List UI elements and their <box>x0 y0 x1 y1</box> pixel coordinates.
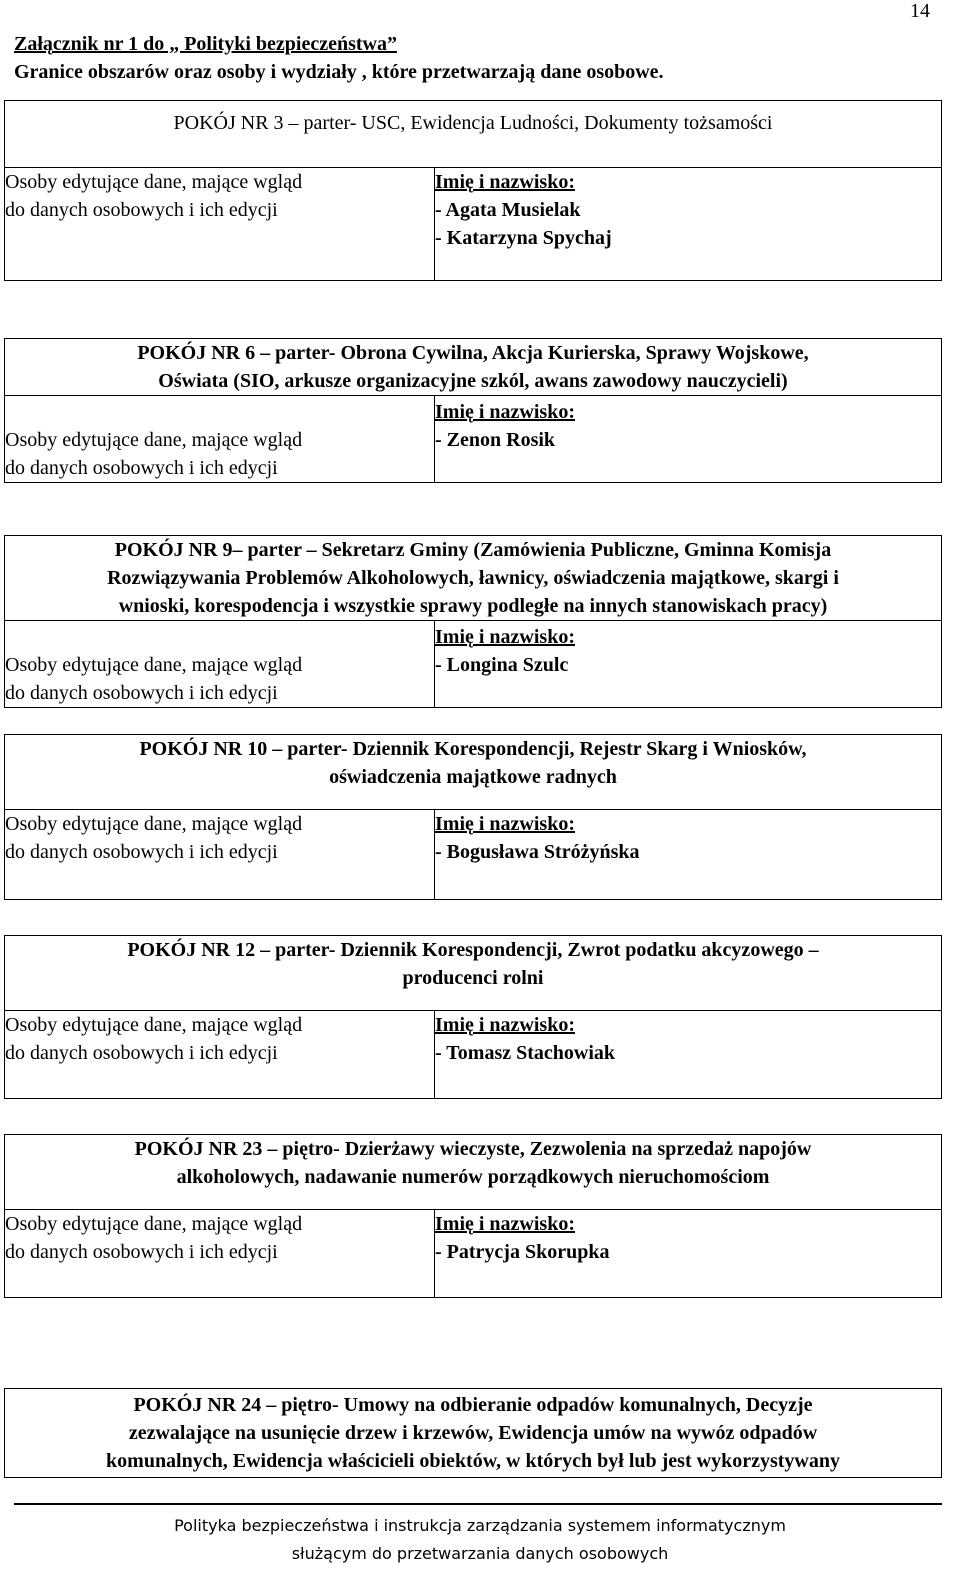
role-cell <box>5 621 435 708</box>
room-title <box>5 101 942 168</box>
role-cell <box>5 1210 435 1298</box>
persons-cell <box>435 1011 942 1099</box>
room-title-line: producenci rolni <box>402 967 544 989</box>
role-cell <box>5 1011 435 1099</box>
footer-divider <box>14 1503 942 1505</box>
room-table-23 <box>4 1134 942 1298</box>
room-table-3 <box>4 100 942 281</box>
room-title-line: Rozwiązywania Problemów Alkoholowych, ławnicy, oświadczenia majątkowe, skargi i <box>107 567 839 589</box>
room-title <box>5 936 942 1011</box>
role-label-line-1: Osoby edytujące dane, mające wgląd <box>5 171 303 193</box>
role-label-line-2: do danych osobowych i ich edycji <box>5 1241 278 1263</box>
name-label: Imię i nazwisko: <box>435 813 575 835</box>
room-title-line: Oświata (SIO, arkusze organizacyjne szkól, awans zawodowy nauczycieli) <box>158 370 788 392</box>
room-table-9 <box>4 535 942 708</box>
room-title-line: POKÓJ NR 10 – parter- Dziennik Korespondencji, Rejestr Skarg i Wniosków, <box>139 738 807 760</box>
room-table-10 <box>4 734 942 900</box>
room-title <box>5 1135 942 1210</box>
room-title-line: POKÓJ NR 6 – parter- Obrona Cywilna, Akcja Kurierska, Sprawy Wojskowe, <box>137 342 809 364</box>
name-label: Imię i nazwisko: <box>435 1014 575 1036</box>
document-header <box>14 30 664 86</box>
room-table-6 <box>4 338 942 483</box>
role-label-line-1: Osoby edytujące dane, mające wgląd <box>5 654 303 676</box>
role-cell <box>5 168 435 281</box>
room-title <box>5 339 942 396</box>
person-name: - Longina Szulc <box>435 654 569 676</box>
room-title-line: alkoholowych, nadawanie numerów porządkowych nieruchomościom <box>176 1166 770 1188</box>
room-table-12 <box>4 935 942 1099</box>
footer-line-1: Polityka bezpieczeństwa i instrukcja zarządzania systemem informatycznym <box>174 1516 786 1535</box>
person-name: - Zenon Rosik <box>435 429 556 451</box>
role-label-line-2: do danych osobowych i ich edycji <box>5 457 278 479</box>
role-label-line-2: do danych osobowych i ich edycji <box>5 682 278 704</box>
room-title-line: wnioski, korespodencja i wszystkie sprawy podległe na innych stanowiskach pracy) <box>118 595 828 617</box>
room-title-line: zezwalające na usunięcie drzew i krzewów, Ewidencja umów na wywóz odpadów <box>128 1422 818 1444</box>
footer-line-2: służącym do przetwarzania danych osobowych <box>291 1544 669 1563</box>
room-title-line: komunalnych, Ewidencja właścicieli obiektów, w których był lub jest wykorzystywany <box>106 1450 840 1472</box>
room-title-line: oświadczenia majątkowe radnych <box>329 766 617 788</box>
name-label: Imię i nazwisko: <box>435 626 575 648</box>
role-label-line-1: Osoby edytujące dane, mające wgląd <box>5 1213 303 1235</box>
name-label: Imię i nazwisko: <box>435 171 575 193</box>
room-title-line: POKÓJ NR 12 – parter- Dziennik Korespondencji, Zwrot podatku akcyzowego – <box>127 939 819 961</box>
name-label: Imię i nazwisko: <box>435 401 575 423</box>
room-title-line: POKÓJ NR 3 – parter- USC, Ewidencja Ludności, Dokumenty tożsamości <box>173 112 773 134</box>
header-line-1: Załącznik nr 1 do „ Polityki bezpieczeństwa” <box>14 33 397 55</box>
page-footer <box>0 1512 960 1568</box>
header-line-2: Granice obszarów oraz osoby i wydziały , które przetwarzają dane osobowe. <box>14 61 664 83</box>
room-title-line: POKÓJ NR 23 – piętro- Dzierżawy wieczyste, Zezwolenia na sprzedaż napojów <box>134 1138 812 1160</box>
role-label-line-1: Osoby edytujące dane, mające wgląd <box>5 813 303 835</box>
name-label: Imię i nazwisko: <box>435 1213 575 1235</box>
room-title <box>5 536 942 621</box>
persons-cell <box>435 621 942 708</box>
persons-cell <box>435 168 942 281</box>
person-name: - Patrycja Skorupka <box>435 1241 610 1263</box>
role-label-line-1: Osoby edytujące dane, mające wgląd <box>5 1014 303 1036</box>
person-name: - Bogusława Stróżyńska <box>435 841 640 863</box>
room-title-line: POKÓJ NR 9– parter – Sekretarz Gminy (Zamówienia Publiczne, Gminna Komisja <box>114 539 832 561</box>
room-title-line: POKÓJ NR 24 – piętro- Umowy na odbieranie odpadów komunalnych, Decyzje <box>133 1394 813 1416</box>
persons-cell <box>435 810 942 900</box>
page-number: 14 <box>910 0 930 22</box>
persons-cell <box>435 396 942 483</box>
role-label-line-1: Osoby edytujące dane, mające wgląd <box>5 429 303 451</box>
role-cell <box>5 810 435 900</box>
role-label-line-2: do danych osobowych i ich edycji <box>5 1042 278 1064</box>
room-table-24 <box>4 1388 942 1478</box>
role-label-line-2: do danych osobowych i ich edycji <box>5 199 278 221</box>
role-label-line-2: do danych osobowych i ich edycji <box>5 841 278 863</box>
person-name: - Katarzyna Spychaj <box>435 227 612 249</box>
persons-cell <box>435 1210 942 1298</box>
role-cell <box>5 396 435 483</box>
person-name: - Tomasz Stachowiak <box>435 1042 616 1064</box>
person-name: - Agata Musielak <box>435 199 581 221</box>
room-title <box>5 1389 942 1478</box>
room-title <box>5 735 942 810</box>
